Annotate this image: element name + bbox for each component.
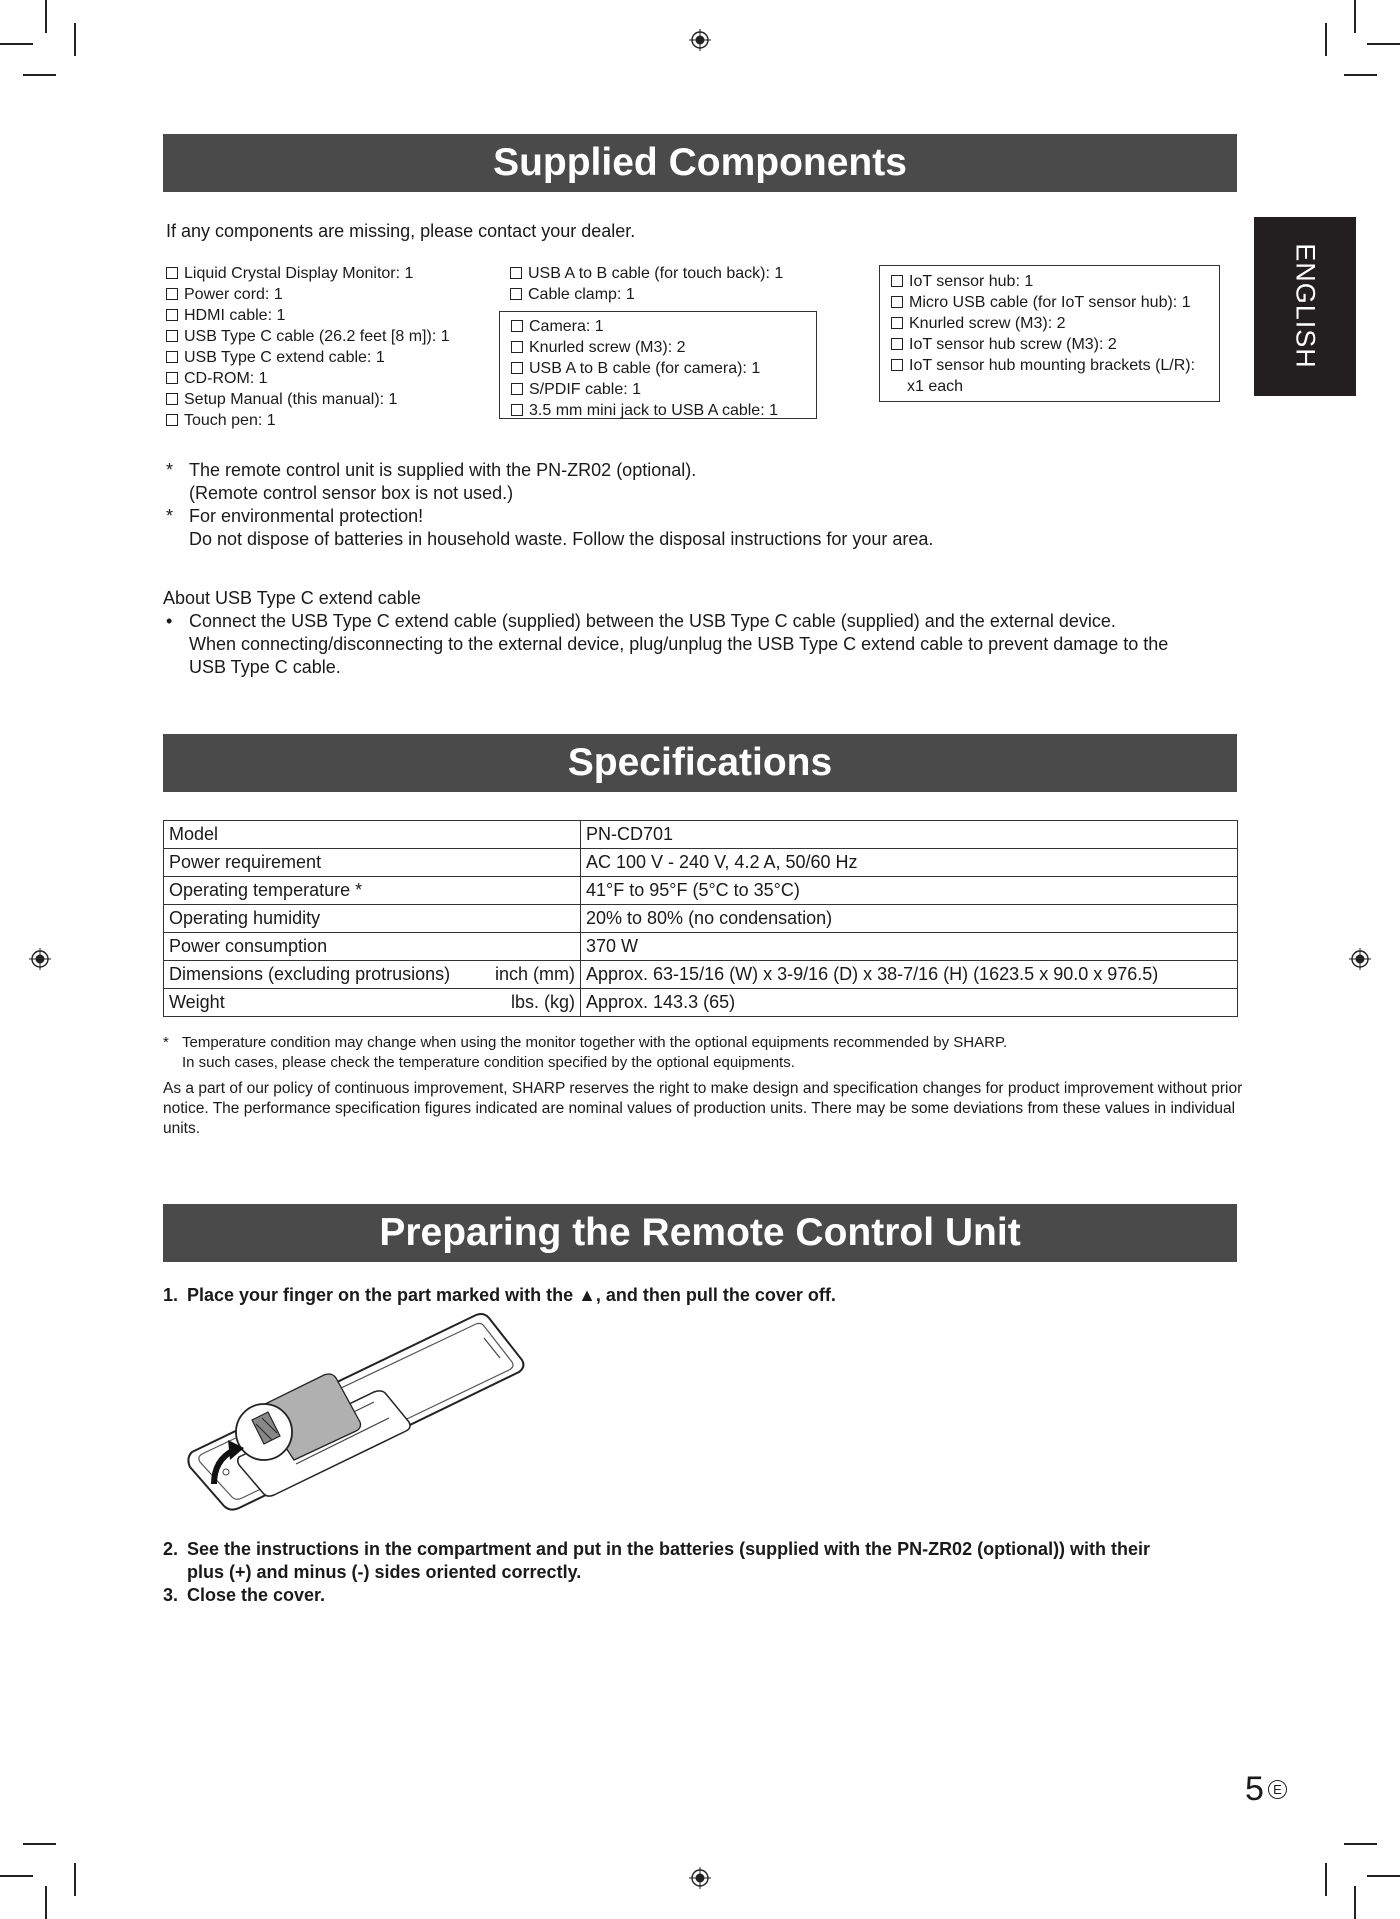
- checkbox-icon: [166, 330, 178, 342]
- list-item: USB Type C cable (26.2 feet [8 m]): 1: [163, 326, 450, 347]
- list-item: Knurled screw (M3): 2: [888, 313, 1211, 334]
- registration-mark-top: [689, 29, 711, 51]
- list-item: IoT sensor hub: 1: [888, 271, 1211, 292]
- section-title-remote: Preparing the Remote Control Unit: [163, 1204, 1237, 1262]
- checkbox-icon: [511, 362, 523, 374]
- list-item: Touch pen: 1: [163, 410, 450, 431]
- checkbox-icon: [166, 372, 178, 384]
- note: * For environmental protection! Do not dispose of batteries in household waste. Follow the disposal instructions for your area.: [166, 506, 934, 549]
- list-item: HDMI cable: 1: [163, 305, 450, 326]
- table-row: Operating humidity 20% to 80% (no condensation): [164, 905, 1238, 933]
- usbc-extend-info: [163, 587, 1168, 679]
- checkbox-icon: [511, 341, 523, 353]
- section-title-specifications: Specifications: [163, 734, 1237, 792]
- checkbox-icon: [511, 320, 523, 332]
- checkbox-icon: [166, 414, 178, 426]
- step-1: 1. Place your finger on the part marked with the ▲, and then pull the cover off.: [163, 1285, 836, 1305]
- registration-mark-left: [29, 948, 51, 970]
- checkbox-icon: [166, 393, 178, 405]
- table-row: Weight lbs. (kg) Approx. 143.3 (65): [164, 989, 1238, 1017]
- list-item: Micro USB cable (for IoT sensor hub): 1: [888, 292, 1211, 313]
- language-tab: [1254, 217, 1356, 396]
- checkbox-icon: [166, 351, 178, 363]
- list-item-continuation: x1 each: [907, 378, 964, 395]
- registration-mark-right: [1349, 948, 1371, 970]
- list-item: USB A to B cable (for touch back): 1: [507, 263, 783, 284]
- checkbox-icon: [891, 296, 903, 308]
- list-item: USB Type C extend cable: 1: [163, 347, 450, 368]
- weight-label-cell: Weight lbs. (kg): [164, 989, 581, 1017]
- language-tab-label: ENGLISH: [1290, 243, 1321, 369]
- list-item: Knurled screw (M3): 2: [508, 337, 808, 358]
- table-row: Model PN-CD701: [164, 821, 1238, 849]
- list-item: Cable clamp: 1: [507, 284, 783, 305]
- camera-components-box: [499, 311, 817, 419]
- page-number: 5 E: [1245, 1770, 1287, 1809]
- list-item: Setup Manual (this manual): 1: [163, 389, 450, 410]
- list-item: CD-ROM: 1: [163, 368, 450, 389]
- spec-policy: As a part of our policy of continuous improvement, SHARP reserves the right to make design and specification changes for product improvement without prior notice. The performance specification figures indicated are nominal values of production units. There may be some deviations from these values in individual units.: [163, 1080, 1243, 1137]
- table-row: Power requirement AC 100 V - 240 V, 4.2 A, 50/60 Hz: [164, 849, 1238, 877]
- list-item: IoT sensor hub screw (M3): 2: [888, 334, 1211, 355]
- step-3: 3. Close the cover.: [163, 1585, 326, 1605]
- checkbox-icon: [166, 267, 178, 279]
- steps-2-3: [163, 1538, 1150, 1607]
- registration-mark-bottom: [689, 1867, 711, 1889]
- checkbox-icon: [166, 309, 178, 321]
- step-2: 2. See the instructions in the compartment and put in the batteries (supplied with the PN-ZR02 (optional)) with their plus (+) and minus (-) sides oriented correctly.: [163, 1539, 1151, 1582]
- checkbox-icon: [891, 359, 903, 371]
- checkbox-icon: [510, 267, 522, 279]
- checkbox-icon: [166, 288, 178, 300]
- list-item: USB A to B cable (for camera): 1: [508, 358, 808, 379]
- checkbox-icon: [511, 404, 523, 416]
- note: * The remote control unit is supplied with the PN-ZR02 (optional). (Remote control sensor box is not used.): [166, 460, 697, 503]
- table-row: Operating temperature * 41°F to 95°F (5°C to 35°C): [164, 877, 1238, 905]
- page-marker-circle: E: [1268, 1780, 1287, 1799]
- dimensions-label-cell: Dimensions (excluding protrusions) inch (mm): [164, 961, 581, 989]
- component-list-touch: [507, 263, 783, 305]
- iot-components-box: [879, 265, 1220, 402]
- specifications-table: [163, 820, 1238, 1017]
- list-item: Power cord: 1: [163, 284, 450, 305]
- list-item: 3.5 mm mini jack to USB A cable: 1: [508, 400, 808, 421]
- checkbox-icon: [891, 338, 903, 350]
- remote-control-illustration: [184, 1312, 534, 1517]
- section-title-supplied-components: Supplied Components: [163, 134, 1237, 192]
- list-item: S/PDIF cable: 1: [508, 379, 808, 400]
- list-item: Camera: 1: [508, 316, 808, 337]
- supplied-intro: If any components are missing, please contact your dealer.: [166, 221, 636, 241]
- usbc-bullet-item: • Connect the USB Type C extend cable (supplied) between the USB Type C cable (supplied) and the external device. When connecting/disconnecting to the external device, plug/unplug the USB Type C extend cable to prevent damage to the USB Type C cable.: [166, 611, 1169, 677]
- table-row: Power consumption 370 W: [164, 933, 1238, 961]
- usbc-heading: About USB Type C extend cable: [163, 588, 421, 608]
- component-list-main: [163, 263, 450, 431]
- list-item: Liquid Crystal Display Monitor: 1: [163, 263, 450, 284]
- list-item: IoT sensor hub mounting brackets (L/R):: [888, 355, 1211, 376]
- table-row: Dimensions (excluding protrusions) inch (mm) Approx. 63-15/16 (W) x 3-9/16 (D) x 38-7/16 (H) (1623.5 x 90.0 x 976.5): [164, 961, 1238, 989]
- checkbox-icon: [891, 275, 903, 287]
- checkbox-icon: [511, 383, 523, 395]
- supplied-notes: [166, 459, 933, 551]
- checkbox-icon: [891, 317, 903, 329]
- checkbox-icon: [510, 288, 522, 300]
- spec-footnote: * Temperature condition may change when using the monitor together with the optional equipments recommended by SHARP. In such cases, please check the temperature condition specified by the optional equipments.: [163, 1034, 1008, 1071]
